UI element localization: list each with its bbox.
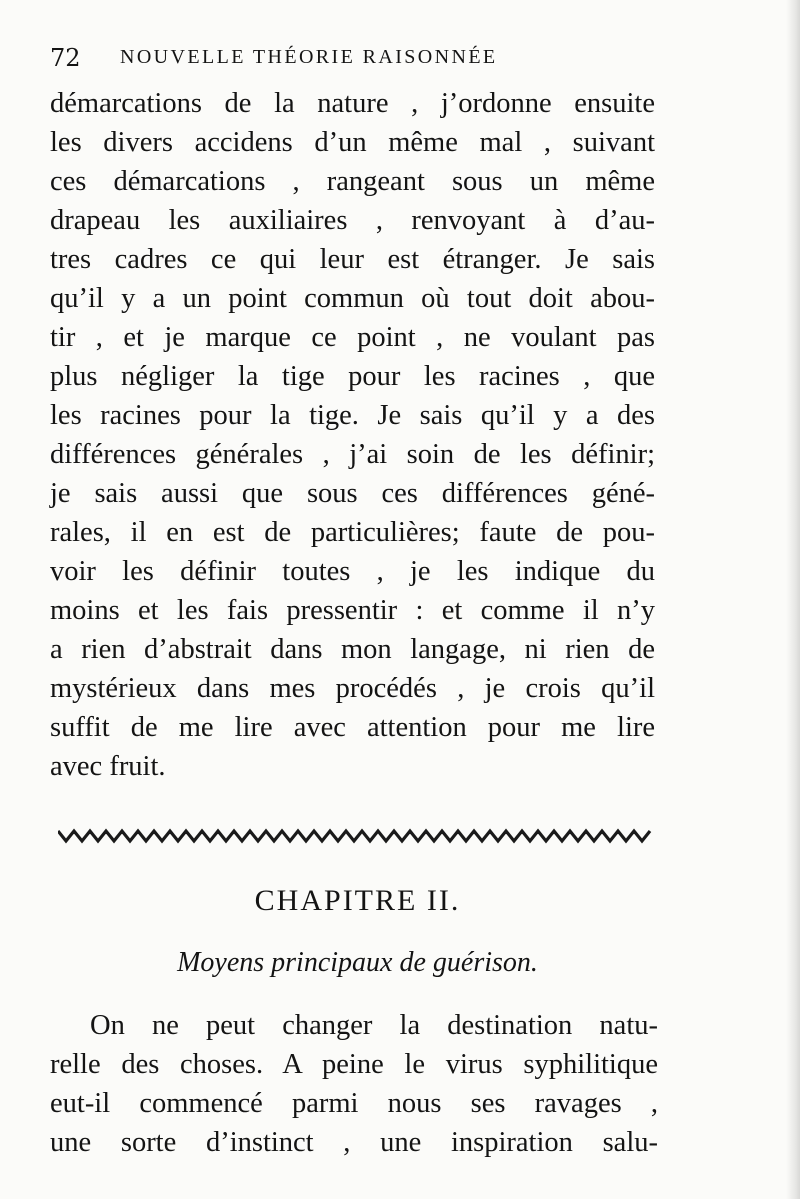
text-line: tres cadres ce qui leur est étranger. Je sais <box>50 244 655 275</box>
text-line: avec fruit. <box>50 751 166 782</box>
page-number: 72 <box>50 44 81 72</box>
chapter-paragraph <box>50 1006 658 1162</box>
chapter-title: CHAPITRE II. <box>254 884 461 917</box>
ornamental-divider <box>58 826 656 846</box>
page-edge-shadow <box>786 0 800 1199</box>
text-line: voir les définir toutes , je les indique du <box>50 556 655 587</box>
text-line: démarcations de la nature , j’ordonne ensuite <box>50 88 655 119</box>
text-line: tir , et je marque ce point , ne voulant pas <box>50 322 655 353</box>
text-line: moins et les fais pressentir : et comme il n’y <box>50 595 655 626</box>
text-line: drapeau les auxiliaires , renvoyant à d’au- <box>50 205 655 236</box>
text-line: mystérieux dans mes procédés , je crois qu’il <box>50 673 655 704</box>
text-line: relle des choses. A peine le virus syphilitique <box>50 1049 658 1080</box>
text-line: On ne peut changer la destination natu- <box>90 1010 658 1041</box>
text-line: différences générales , j’ai soin de les définir; <box>50 439 655 470</box>
text-line: les racines pour la tige. Je sais qu’il y a des <box>50 400 655 431</box>
text-line: qu’il y a un point commun où tout doit abou- <box>50 283 655 314</box>
text-line: ces démarcations , rangeant sous un même <box>50 166 655 197</box>
text-line: je sais aussi que sous ces différences géné- <box>50 478 655 509</box>
text-line: rales, il en est de particulières; faute de pou- <box>50 517 655 548</box>
text-line: suffit de me lire avec attention pour me lire <box>50 712 655 743</box>
text-line: les divers accidens d’un même mal , suivant <box>50 127 655 158</box>
page-header <box>50 38 670 78</box>
chapter-subtitle: Moyens principaux de guérison. <box>177 947 538 978</box>
text-line: a rien d’abstrait dans mon langage, ni rien de <box>50 634 655 665</box>
text-line: plus négliger la tige pour les racines , que <box>50 361 655 392</box>
text-line: eut-il commencé parmi nous ses ravages , <box>50 1088 658 1119</box>
running-title: NOUVELLE THÉORIE RAISONNÉE <box>120 46 498 68</box>
text-line: une sorte d’instinct , une inspiration salu- <box>50 1127 658 1158</box>
body-paragraph <box>50 84 655 786</box>
